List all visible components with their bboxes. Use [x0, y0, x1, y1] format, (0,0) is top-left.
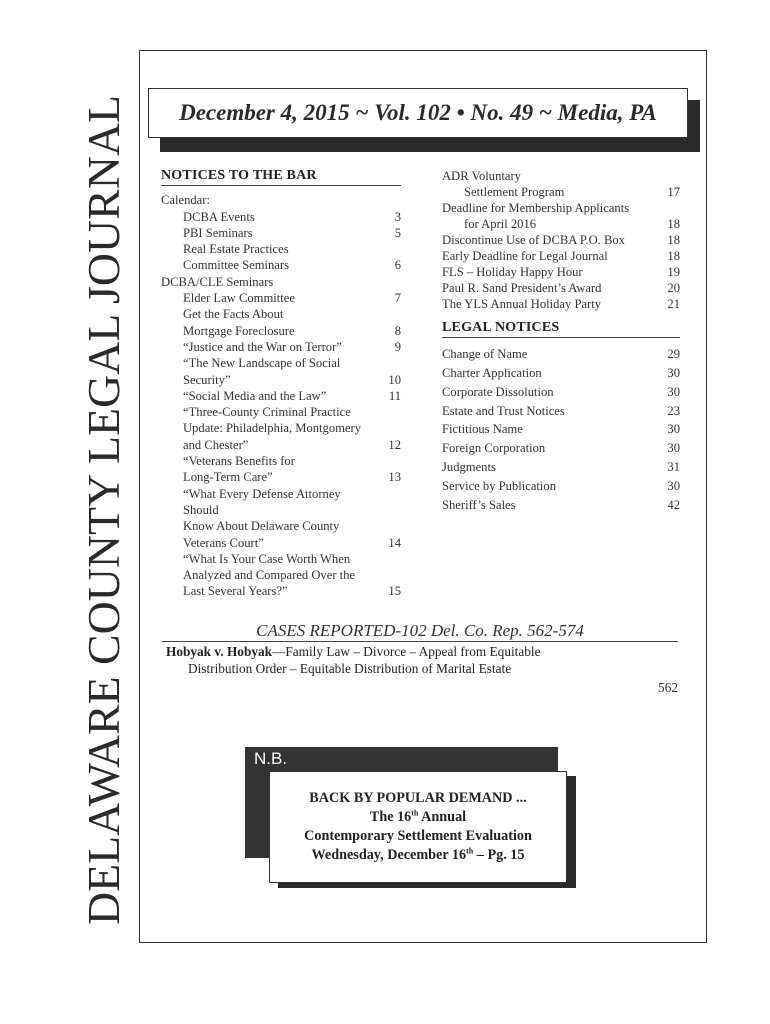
- toc-entry-text: Know About Delaware County: [183, 519, 340, 534]
- toc-entry: [161, 551, 401, 600]
- legal-notice-label: Service by Publication: [442, 478, 557, 493]
- seminars-label: DCBA/CLE Seminars: [161, 274, 274, 289]
- toc-entry-text: ADR Voluntary: [442, 169, 521, 183]
- legal-notice-page: 23: [667, 403, 680, 418]
- legal-notice-item: [442, 477, 680, 496]
- case-name: Hobyak v. Hobyak: [166, 644, 273, 659]
- toc-entry-page: 6: [394, 258, 401, 273]
- seminar-list: [161, 290, 401, 600]
- nb-line-1: BACK BY POPULAR DEMAND ...: [309, 790, 527, 806]
- case-entry: [166, 643, 666, 677]
- legal-notice-label: Corporate Dissolution: [442, 384, 554, 399]
- toc-entry: [161, 225, 401, 241]
- toc-entry: [442, 232, 680, 248]
- toc-entry-text: Real Estate Practices: [183, 242, 289, 257]
- nb-label: N.B.: [254, 749, 288, 768]
- toc-entry-text: “Justice and the War on Terror”: [183, 339, 342, 354]
- toc-entry-text: “The New Landscape of Social: [183, 356, 341, 371]
- legal-notice-page: 31: [667, 460, 680, 475]
- legal-notice-page: 30: [667, 384, 680, 399]
- notice-list-right: [442, 168, 680, 312]
- toc-entry-page: 18: [667, 249, 680, 263]
- notices-heading: NOTICES TO THE BAR: [161, 168, 401, 186]
- toc-entry: [161, 486, 401, 551]
- toc-entry-text: Deadline for Membership Applicants: [442, 201, 630, 215]
- toc-entry-page: 3: [394, 209, 401, 224]
- toc-entry-text: Elder Law Committee: [183, 291, 295, 306]
- toc-entry: [161, 241, 401, 274]
- toc-entry: [442, 248, 680, 264]
- toc-entry-text: Mortgage Foreclosure: [183, 323, 295, 338]
- toc-entry-text: Long-Term Care”: [183, 470, 273, 485]
- toc-entry-page: 7: [394, 291, 401, 306]
- nb-line-4: Wednesday, December 16th – Pg. 15: [311, 846, 525, 863]
- legal-notice-label: Change of Name: [442, 347, 528, 362]
- legal-notice-item: [442, 496, 680, 515]
- toc-entry-page: 13: [388, 470, 401, 485]
- toc-entry-text: Last Several Years?”: [183, 584, 288, 599]
- toc-entry-text: “Veterans Benefits for: [183, 454, 295, 469]
- toc-entry-text: “What Is Your Case Worth When: [183, 551, 351, 566]
- toc-entry-text: for April 2016: [464, 217, 537, 231]
- toc-entry: [161, 290, 401, 306]
- toc-entry-text: “Social Media and the Law”: [183, 388, 327, 403]
- legal-notice-label: Sheriff’s Sales: [442, 497, 516, 512]
- toc-entry-text: PBI Seminars: [183, 225, 253, 240]
- legal-notices-list: [442, 345, 680, 514]
- toc-entry: [161, 355, 401, 388]
- toc-entry-text: and Chester”: [183, 437, 249, 452]
- calendar-list: [161, 209, 401, 274]
- legal-notice-page: 42: [667, 497, 680, 512]
- toc-entry-page: 20: [667, 281, 680, 295]
- legal-notice-label: Charter Application: [442, 366, 542, 381]
- toc-entry-text: Get the Facts About: [183, 307, 284, 322]
- legal-notice-label: Estate and Trust Notices: [442, 403, 565, 418]
- legal-notice-item: [442, 364, 680, 383]
- toc-entry-text: The YLS Annual Holiday Party: [442, 297, 602, 311]
- legal-notice-page: 30: [667, 422, 680, 437]
- toc-entry-page: 21: [667, 297, 680, 311]
- toc-entry: [161, 306, 401, 339]
- legal-notice-page: 29: [667, 347, 680, 362]
- toc-entry: [442, 280, 680, 296]
- toc-entry-page: 11: [388, 388, 401, 403]
- toc-entry-page: 19: [667, 265, 680, 279]
- toc-entry-text: “Three-County Criminal Practice: [183, 405, 351, 420]
- legal-notice-label: Fictitious Name: [442, 422, 523, 437]
- legal-notice-item: [442, 439, 680, 458]
- toc-entry: [161, 209, 401, 225]
- notices-left-column: [161, 168, 401, 600]
- toc-entry-text: Settlement Program: [464, 185, 565, 199]
- toc-entry-text: DCBA Events: [183, 209, 255, 224]
- toc-entry: [442, 264, 680, 280]
- case-description-2: Distribution Order – Equitable Distribution of Marital Estate: [188, 661, 512, 676]
- toc-entry: [161, 453, 401, 486]
- toc-entry-text: FLS – Holiday Happy Hour: [442, 265, 583, 279]
- toc-entry-page: 15: [388, 584, 401, 599]
- toc-entry-text: “What Every Defense Attorney Should: [183, 486, 341, 517]
- toc-entry: [161, 388, 401, 404]
- toc-entry-text: Security”: [183, 372, 231, 387]
- toc-entry-text: Discontinue Use of DCBA P.O. Box: [442, 233, 625, 247]
- toc-entry-text: Early Deadline for Legal Journal: [442, 249, 608, 263]
- toc-entry-page: 17: [667, 185, 680, 199]
- toc-entry-text: Update: Philadelphia, Montgomery: [183, 421, 362, 436]
- toc-entry: [442, 296, 680, 312]
- toc-entry-page: 8: [394, 323, 401, 338]
- toc-entry-text: Veterans Court”: [183, 535, 264, 550]
- nb-announcement: [269, 771, 567, 883]
- toc-entry-page: 18: [667, 233, 680, 247]
- nb-line-3: Contemporary Settlement Evaluation: [304, 828, 532, 844]
- legal-notice-label: Foreign Corporation: [442, 441, 546, 456]
- toc-entry-page: 14: [388, 535, 401, 550]
- toc-entry: [442, 200, 680, 232]
- legal-notice-page: 30: [667, 478, 680, 493]
- toc-entry-page: 9: [394, 339, 401, 354]
- legal-notice-item: [442, 345, 680, 364]
- legal-notices-heading: LEGAL NOTICES: [442, 320, 680, 338]
- toc-entry: [161, 339, 401, 355]
- case-description-1: —Family Law – Divorce – Appeal from Equitable: [272, 644, 541, 659]
- toc-entry-page: 5: [394, 225, 401, 240]
- case-page-number: 562: [658, 680, 678, 695]
- toc-entry-page: 18: [667, 217, 680, 231]
- toc-entry-text: Paul R. Sand President’s Award: [442, 281, 602, 295]
- calendar-label: Calendar:: [161, 193, 210, 208]
- toc-entry-text: Analyzed and Compared Over the: [183, 568, 356, 583]
- journal-title: DELAWARE COUNTY LEGAL JOURNAL: [79, 110, 129, 925]
- toc-entry-page: 10: [388, 372, 401, 387]
- toc-entry: [161, 404, 401, 453]
- legal-notice-label: Judgments: [442, 460, 496, 475]
- legal-notice-page: 30: [667, 366, 680, 381]
- legal-notice-item: [442, 458, 680, 477]
- notices-right-column: [442, 168, 680, 514]
- legal-notice-item: [442, 383, 680, 402]
- toc-entry: [442, 168, 680, 200]
- issue-header: December 4, 2015 ~ Vol. 102 • No. 49 ~ Media, PA: [148, 88, 688, 138]
- cases-reported-heading: CASES REPORTED-102 Del. Co. Rep. 562-574: [162, 621, 678, 642]
- toc-entry-page: 12: [388, 437, 401, 452]
- legal-notice-item: [442, 420, 680, 439]
- toc-entry-text: Committee Seminars: [183, 258, 289, 273]
- legal-notice-page: 30: [667, 441, 680, 456]
- legal-notice-item: [442, 402, 680, 421]
- nb-line-2: The 16th Annual: [369, 808, 467, 825]
- journal-title-spine: [72, 95, 132, 925]
